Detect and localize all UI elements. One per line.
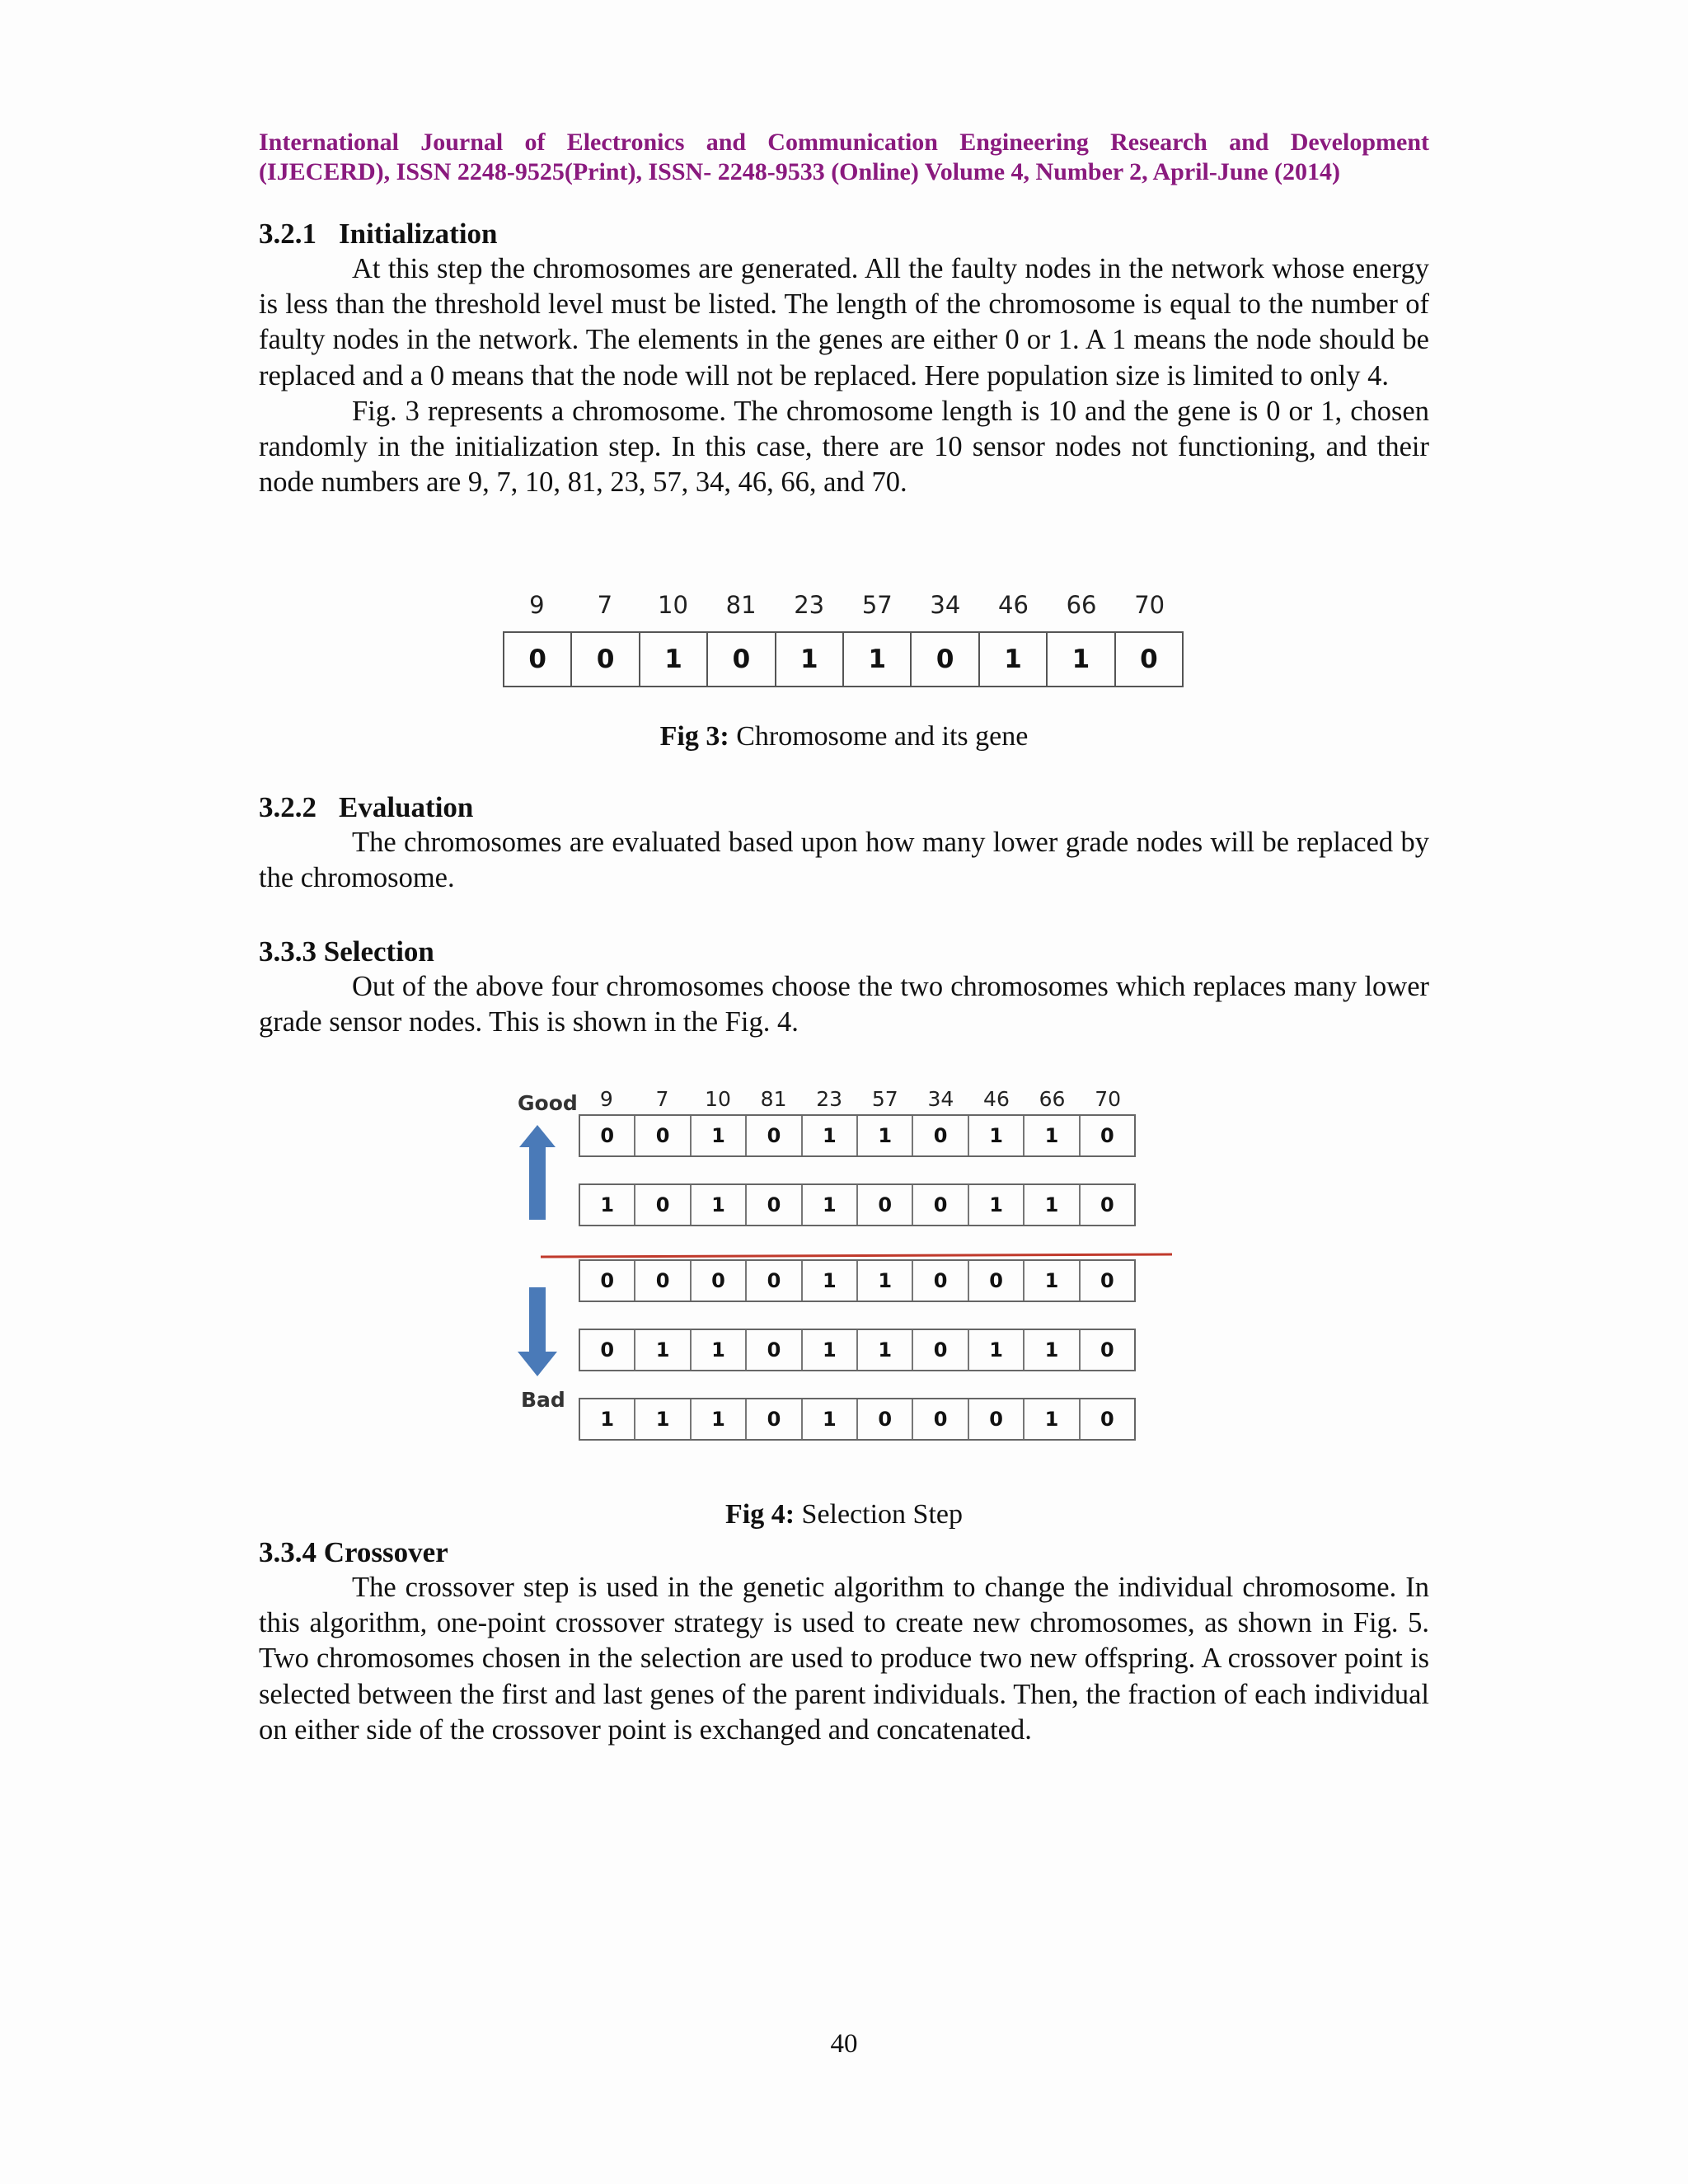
gene-cell: 0 (912, 1399, 967, 1439)
node-number-label: 34 (927, 1087, 954, 1111)
gene-cell: 0 (912, 1116, 967, 1155)
node-number-labels (503, 585, 1184, 625)
gene-cell: 0 (968, 1261, 1023, 1301)
node-number-label: 46 (998, 591, 1029, 619)
section-number: 3.2.2 (259, 791, 316, 823)
gene-cell: 0 (745, 1116, 800, 1155)
gene-cell: 1 (801, 1116, 856, 1155)
paragraph: The crossover step is used in the genetic algorithm to change the individual chromosome. In this algorithm, one-point crossover strategy is used to create new chromosomes, as shown in Fig. 5. Two chromosomes chosen in the selection are used to produce two new offspring. A crossover point is selected between the first and last genes of the parent individuals. Then, the fraction of each individual on either side of the crossover point is exchanged and concatenated. (259, 1572, 1429, 1746)
journal-header (259, 128, 1429, 187)
gene-cell: 1 (856, 1116, 912, 1155)
gene-cell: 0 (856, 1185, 912, 1225)
good-label: Good (518, 1091, 578, 1115)
gene-cell: 0 (1079, 1261, 1134, 1301)
caption-label: Fig 4: (724, 1499, 795, 1530)
gene-cell: 0 (1114, 633, 1182, 686)
figure-3-chromosome (503, 585, 1184, 687)
gene-cell: 0 (1079, 1116, 1134, 1155)
node-number-label: 7 (597, 591, 613, 619)
section-heading: 3.3.4 Crossover (259, 1536, 448, 1568)
gene-cell: 1 (856, 1261, 912, 1301)
section-selection (259, 934, 1429, 1040)
node-number-label: 66 (1039, 1087, 1066, 1111)
gene-cell: 0 (528, 644, 546, 674)
gene-cell: 0 (745, 1185, 800, 1225)
section-initialization (259, 216, 1429, 500)
gene-cell: 1 (639, 633, 706, 686)
selection-divider-line (541, 1254, 1172, 1257)
node-number-labels (579, 1085, 1136, 1114)
gene-cell: 0 (910, 633, 978, 686)
section-number: 3.2.1 (259, 218, 316, 250)
gene-cell: 1 (1023, 1116, 1078, 1155)
gene-cell: 0 (706, 633, 774, 686)
gene-cell: 1 (856, 1330, 912, 1370)
node-number-label: 23 (794, 591, 825, 619)
gene-cell: 0 (600, 1338, 615, 1361)
paragraph: Fig. 3 represents a chromosome. The chromosome length is 10 and the gene is 0 or 1, chosen randomly in the initialization step. In this case, there are 10 sensor nodes not functioning, and their node numbers are 9, 7, 10, 81, 23, 57, 34, 46, 66, and 70. (259, 395, 1429, 499)
page-number: 40 (830, 2029, 858, 2059)
gene-cell: 0 (745, 1330, 800, 1370)
gene-cell: 0 (1079, 1330, 1134, 1370)
node-number-label: 81 (725, 591, 757, 619)
section-heading (259, 216, 1429, 251)
gene-cell: 0 (912, 1185, 967, 1225)
gene-cell: 1 (600, 1193, 615, 1216)
gene-cell: 0 (1079, 1185, 1134, 1225)
gene-cell: 1 (690, 1399, 745, 1439)
paragraph: At this step the chromosomes are generated. All the faulty nodes in the network whose energy is less than the threshold level must be listed. The length of the chromosome is equal to the number of faulty nodes in the network. The elements in the genes are either 0 or 1. A 1 means the node should be replaced and a 0 means that the node will not be replaced. Here population size is limited to only 4. (259, 253, 1429, 391)
gene-cell: 0 (570, 633, 638, 686)
gene-cell: 1 (634, 1330, 689, 1370)
gene-cell: 0 (912, 1261, 967, 1301)
node-number-label: 66 (1066, 591, 1097, 619)
gene-cell: 1 (1046, 633, 1114, 686)
gene-cell: 0 (634, 1261, 689, 1301)
chromosome-row (579, 1259, 1136, 1302)
chromosome-row (579, 1329, 1136, 1371)
gene-cell: 1 (1023, 1330, 1078, 1370)
node-number-label: 70 (1095, 1087, 1122, 1111)
gene-cell: 1 (690, 1185, 745, 1225)
paragraph: The chromosomes are evaluated based upon how many lower grade nodes will be replaced by the chromosome. (259, 827, 1429, 894)
gene-cell: 0 (968, 1399, 1023, 1439)
gene-cell: 0 (600, 1124, 615, 1147)
node-number-label: 46 (983, 1087, 1010, 1111)
gene-cell: 1 (1023, 1185, 1078, 1225)
gene-cell: 0 (912, 1330, 967, 1370)
section-title: Evaluation (339, 791, 474, 823)
caption-text: Chromosome and its gene (729, 721, 1029, 752)
gene-cell: 1 (842, 633, 910, 686)
journal-header-line2: (IJECERD), ISSN 2248-9525(Print), ISSN- 2248-9533 (Online) Volume 4, Number 2, April-June (2014) (259, 158, 1341, 185)
gene-cell: 0 (745, 1399, 800, 1439)
bad-label: Bad (521, 1388, 565, 1412)
section-heading: 3.3.3 Selection (259, 935, 434, 968)
section-crossover (259, 1535, 1429, 1748)
node-number-label: 10 (705, 1087, 731, 1111)
node-number-label: 9 (529, 591, 545, 619)
gene-cell: 1 (1023, 1399, 1078, 1439)
gene-cell: 1 (775, 633, 842, 686)
figure-3-caption (0, 720, 1688, 753)
gene-cells (503, 631, 1184, 687)
caption-text: Selection Step (795, 1499, 963, 1530)
section-heading (259, 790, 1429, 825)
node-number-label: 23 (816, 1087, 843, 1111)
journal-header-line1: International Journal of Electronics and Communication Engineering Research and Development (259, 129, 1429, 156)
gene-cell: 1 (801, 1261, 856, 1301)
gene-cell: 0 (634, 1116, 689, 1155)
node-number-label: 57 (871, 1087, 898, 1111)
gene-cell: 0 (745, 1261, 800, 1301)
gene-cell: 0 (600, 1269, 615, 1292)
node-number-label: 81 (760, 1087, 787, 1111)
down-arrow-icon (518, 1287, 557, 1376)
gene-cell: 1 (801, 1330, 856, 1370)
gene-cell: 1 (600, 1408, 615, 1431)
gene-cell: 0 (856, 1399, 912, 1439)
figure-4-selection (495, 1080, 1187, 1459)
node-number-label: 57 (861, 591, 893, 619)
section-evaluation (259, 790, 1429, 896)
gene-cell: 0 (634, 1185, 689, 1225)
gene-cell: 1 (690, 1116, 745, 1155)
chromosome-row (579, 1398, 1136, 1441)
node-number-label: 7 (655, 1087, 669, 1111)
paragraph: Out of the above four chromosomes choose the two chromosomes which replaces many lower grade sensor nodes. This is shown in the Fig. 4. (259, 971, 1429, 1038)
gene-cell: 1 (690, 1330, 745, 1370)
gene-cell: 1 (968, 1116, 1023, 1155)
node-number-label: 70 (1134, 591, 1165, 619)
gene-cell: 1 (968, 1185, 1023, 1225)
gene-cell: 1 (968, 1330, 1023, 1370)
caption-label: Fig 3: (659, 721, 729, 752)
node-number-label: 9 (599, 1087, 613, 1111)
chromosome-row (579, 1183, 1136, 1226)
gene-cell: 1 (978, 633, 1046, 686)
gene-cell: 0 (690, 1261, 745, 1301)
gene-cell: 1 (801, 1399, 856, 1439)
node-number-label: 10 (658, 591, 688, 619)
node-number-label: 34 (930, 591, 961, 619)
up-arrow-icon (519, 1125, 556, 1220)
chromosome-row (579, 1114, 1136, 1157)
gene-cell: 0 (1079, 1399, 1134, 1439)
section-title: Initialization (339, 218, 498, 250)
gene-cell: 1 (634, 1399, 689, 1439)
gene-cell: 1 (801, 1185, 856, 1225)
figure-4-caption (0, 1498, 1688, 1531)
gene-cell: 1 (1023, 1261, 1078, 1301)
